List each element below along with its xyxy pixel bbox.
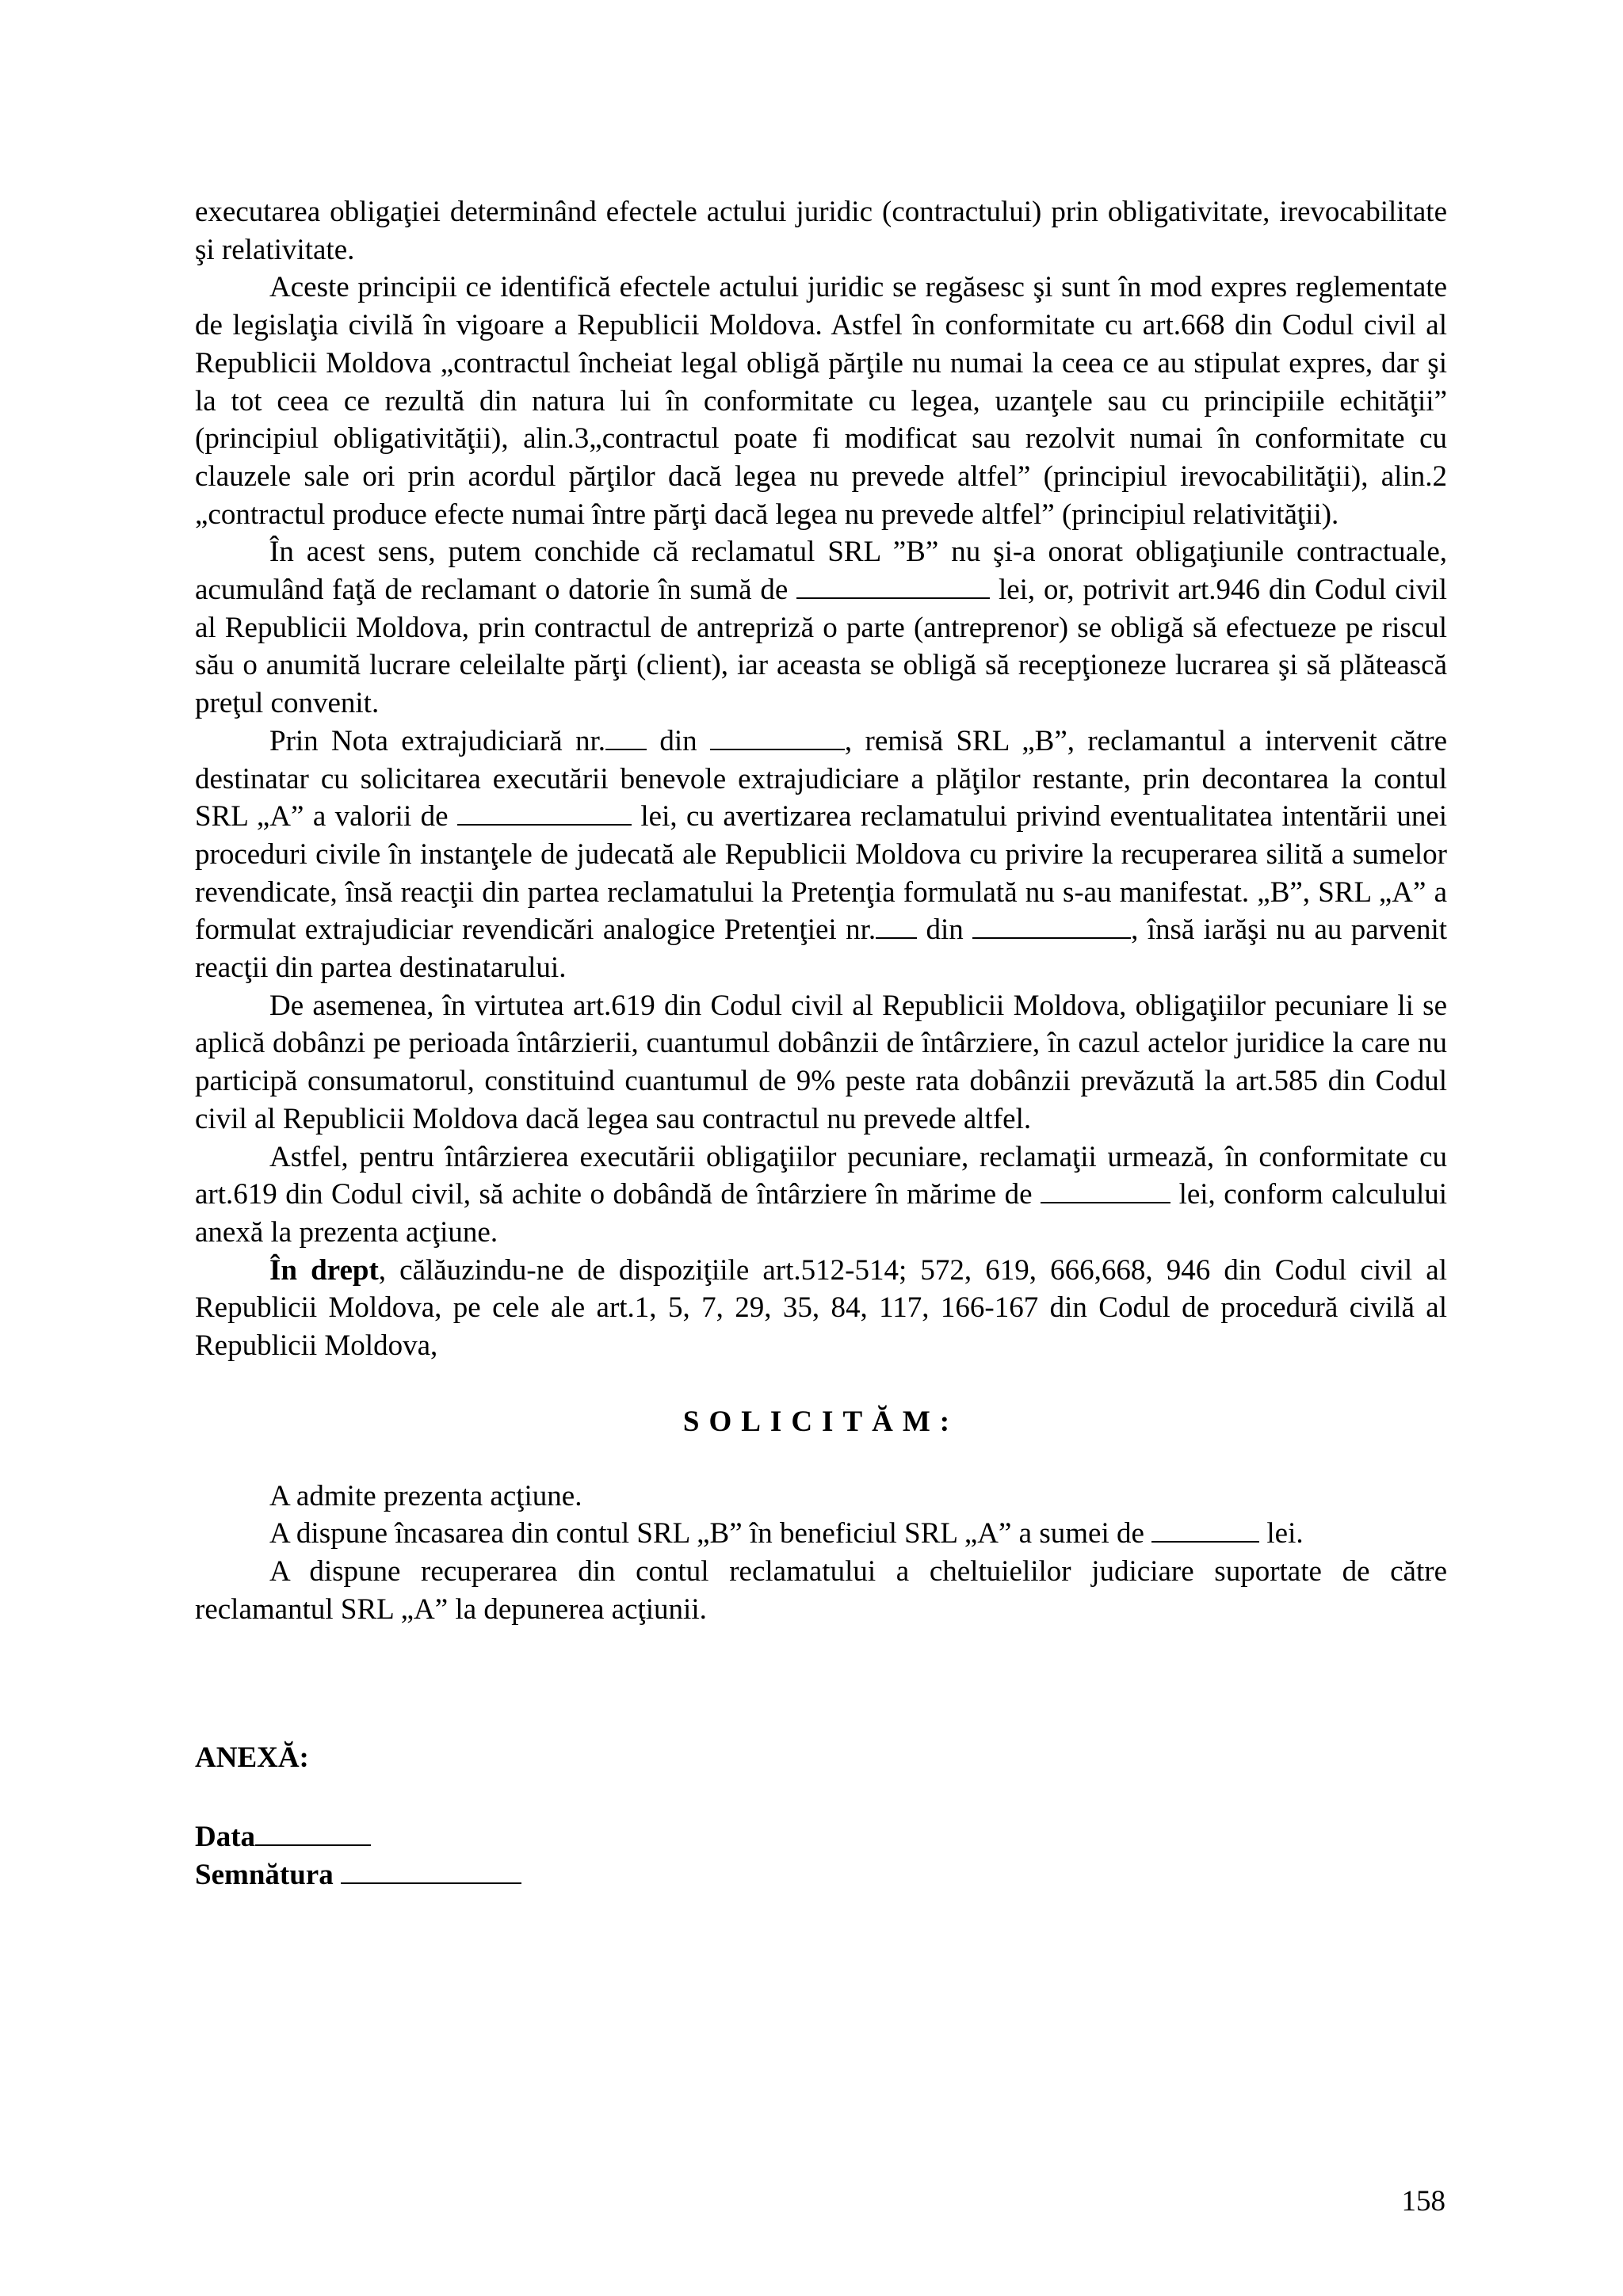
- document-body: [195, 193, 1447, 1894]
- signature-blank: [341, 1859, 521, 1884]
- claim-date-blank: [972, 913, 1131, 939]
- paragraph-4-text-e: din: [926, 913, 964, 947]
- paragraph-5-text: De asemenea, în virtutea art.619 din Codul civil al Republicii Moldova, obligaţiilor pecuniare li se aplică dobânzi pe perioada întârzierii, cuantumul dobânzii de întârziere, în cazul actelor juridice la care nu participă consumatorul, constituind cuantumul de 9% peste rata dobânzii prevăzută la art.585 din Codul civil al Republicii Moldova dacă legea sau contractul nu prevede altfel.: [195, 989, 1447, 1135]
- signature-line: [195, 1856, 1447, 1894]
- paragraph-5: [195, 987, 1447, 1138]
- date-line: [195, 1818, 1447, 1856]
- claimed-value-blank: [457, 800, 632, 826]
- paragraph-1-text: executarea obligaţiei determinând efectele actului juridic (contractului) prin obligativitate, irevocabilitate şi relativitate.: [195, 196, 1447, 266]
- paragraph-3-text-a: În acest sens, putem conchide că reclamatul SRL ”B” nu şi-a onorat obligaţiunile contractuale, acumulând faţă de reclamant o datorie în sumă de: [195, 536, 1447, 607]
- requested-sum-blank: [1151, 1517, 1259, 1543]
- note-number-blank: [605, 725, 647, 750]
- signature-label: Semnătura: [195, 1858, 334, 1891]
- annex-label: ANEXĂ:: [195, 1741, 309, 1775]
- request-3-text: A dispune recuperarea din contul reclamatului a cheltuielilor judiciare suportate de către reclamantul SRL „A” la depunerea acţiunii.: [195, 1554, 1447, 1626]
- interest-amount-blank: [1041, 1178, 1170, 1203]
- paragraph-1: [195, 193, 1447, 269]
- paragraph-6-text-a: Astfel, pentru întârzierea executării obligaţiilor pecuniare, reclamaţii urmează, în conformitate cu art.619 din Codul civil, să achite o dobândă de întârziere în mărime de: [195, 1140, 1447, 1211]
- paragraph-3-text-b: lei, or, potrivit art.946 din Codul civil al Republicii Moldova, prin contractul de antrepriză o parte (antreprenor) se obligă să efectueze pe riscul său o anumită lucrare celeilalte părţi (client), iar aceasta se obligă să recepţioneze lucrarea şi să plătească preţul convenit.: [195, 574, 1448, 720]
- paragraph-4: [195, 723, 1447, 987]
- paragraph-7-text: , călăuzindu-ne de dispoziţiile art.512-514; 572, 619, 666,668, 946 din Codul civil al Republicii Moldova, pe cele ale art.1, 5, 7, 29, 35, 84, 117, 166-167 din Codul de procedură civilă al Republicii Moldova,: [195, 1253, 1447, 1363]
- paragraph-6: [195, 1138, 1447, 1252]
- legal-basis-label: În drept: [269, 1253, 379, 1287]
- paragraph-6-text-b: lei, conform calculului anexă la prezenta acţiune.: [195, 1178, 1448, 1249]
- paragraph-2-text: Aceste principii ce identifică efectele actului juridic se regăsesc şi sunt în mod expres reglementate de legislaţia civilă în vigoare a Republicii Moldova. Astfel în conformitate cu art.668 din Codul civil al Republicii Moldova „contractul încheiat legal obligă părţile nu numai la ceea ce au stipulat expres, dar şi la tot ceea ce rezultă din natura lui în conformitate cu legea, uzanţele sau cu principiile echităţii” (principiul obligativităţii), alin.3„contractul poate fi modificat sau rezolvit numai în conformitate cu clauzele sale ori prin acordul părţilor dacă legea nu prevede altfel” (principiul irevocabilităţii), alin.2 „contractul produce efecte numai între părţi dacă legea nu prevede altfel” (principiul relativităţii).: [195, 271, 1447, 531]
- request-2-text-b: lei.: [1266, 1517, 1304, 1550]
- request-1: [195, 1478, 1447, 1516]
- paragraph-3: [195, 533, 1447, 723]
- note-date-blank: [710, 725, 845, 750]
- paragraph-7: [195, 1252, 1447, 1365]
- signature-block: [195, 1818, 1447, 1894]
- paragraph-4-text-b: din: [659, 724, 697, 757]
- section-title: SOLICITĂM:: [682, 1405, 960, 1438]
- request-2-text-a: A dispune încasarea din contul SRL „B” în beneficiul SRL „A” a sumei de: [269, 1517, 1144, 1550]
- request-2: [195, 1515, 1447, 1553]
- debt-amount-blank: [796, 574, 990, 599]
- request-1-text: A admite prezenta acţiune.: [269, 1479, 582, 1512]
- paragraph-4-text-d: lei, cu avertizarea reclamatului privind eventualitatea intentării unei proceduri civile în instanţele de judecată ale Republicii Moldova cu privire la recuperarea silită a sumelor revendicate, însă reacţii din partea reclamatului la Pretenţia formulată nu s-au manifestat. „B”, SRL „A” a formulat extrajudiciar revendicări analogice Pretenţiei nr.: [195, 800, 1448, 947]
- paragraph-4-text-c: , remisă SRL „B”, reclamantul a intervenit către destinatar cu solicitarea executării benevole extrajudiciare a plăţilor restante, prin decontarea la contul SRL „A” a valorii de: [195, 724, 1448, 833]
- request-3: [195, 1553, 1447, 1628]
- paragraph-4-text-a: Prin Nota extrajudiciară nr.: [269, 724, 605, 757]
- paragraph-4-text-f: , însă iarăşi nu au parvenit reacţii din partea destinatarului.: [195, 913, 1448, 985]
- date-label: Data: [195, 1821, 256, 1854]
- paragraph-2: [195, 269, 1447, 533]
- date-blank: [255, 1821, 371, 1846]
- claim-number-blank: [876, 913, 917, 939]
- page-number: 158: [1401, 2185, 1445, 2218]
